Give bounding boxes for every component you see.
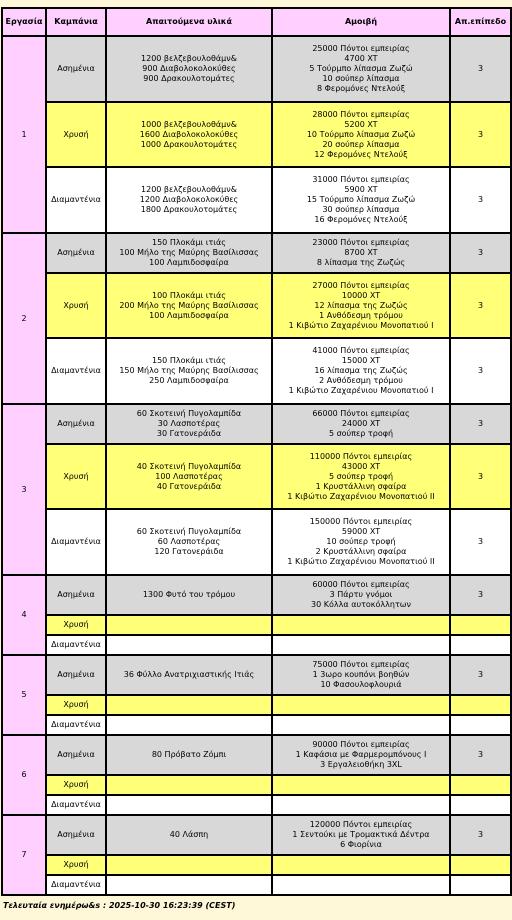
reward-cell-line: 1 Σεντούκι με Τρομακτικά Δέντρα bbox=[292, 830, 430, 839]
level-cell: 3 bbox=[450, 444, 511, 509]
last-update-footer: Τελευταία ενημέρω&s : 2025-10-30 16:23:39 (CEST) bbox=[3, 901, 236, 910]
reward-cell-line: 5200 XT bbox=[344, 119, 378, 129]
reward-cell-line: 43000 XT bbox=[341, 461, 381, 471]
task-number: 1 bbox=[2, 36, 46, 233]
reward-cell-line: 10 Τούρμπο λίπασμα Ζωζώ bbox=[306, 129, 416, 139]
reward-cell bbox=[272, 509, 450, 575]
reward-cell-line: 2 Ανθόδεσμη τρόμου bbox=[319, 376, 403, 385]
reward-cell-line: 10000 XT bbox=[341, 290, 381, 300]
materials-cell bbox=[106, 509, 272, 575]
materials-cell-line: 100 Λασποτέρας bbox=[155, 471, 223, 481]
task-number: 7 bbox=[2, 815, 46, 895]
table-body bbox=[2, 36, 511, 895]
header-materials: Απαιτούμενα υλικά bbox=[106, 8, 272, 36]
reward-cell-line: 3 Πάρτυ γνόμοι bbox=[329, 590, 393, 599]
level-cell: 3 bbox=[450, 102, 511, 167]
materials-cell-line: 60 Σκοτεινή Πυγολαμπίδα bbox=[136, 527, 242, 536]
reward-cell-line: 41000 Πόντοι εμπειρίας bbox=[312, 346, 410, 355]
materials-cell-line: 120 Γατονεράιδα bbox=[154, 547, 224, 556]
campaign-tier: Ασημένια bbox=[46, 735, 106, 775]
materials-cell bbox=[106, 36, 272, 102]
materials-cell-line: 1200 βελζεβουλοθάμν& bbox=[141, 54, 237, 63]
reward-cell-line: 75000 Πόντοι εμπειρίας bbox=[312, 660, 410, 669]
table-row bbox=[2, 36, 511, 102]
reward-cell-line: 30 Κόλλα αυτοκόλλητων bbox=[311, 600, 411, 609]
materials-cell-line: 100 Πλοκάμι ιτιάς bbox=[152, 290, 226, 300]
materials-cell-line: 40 Σκοτεινή Πυγολαμπίδα bbox=[136, 461, 242, 471]
reward-cell-line: 8700 XT bbox=[344, 248, 378, 257]
campaign-tier: Διαμαντένια bbox=[46, 875, 106, 895]
level-cell bbox=[450, 795, 511, 815]
reward-cell-line: 120000 Πόντοι εμπειρίας bbox=[309, 820, 413, 829]
reward-cell bbox=[272, 273, 450, 338]
table-row bbox=[2, 795, 511, 815]
campaign-tier: Χρυσή bbox=[46, 695, 106, 715]
reward-cell-line: 4700 XT bbox=[344, 54, 378, 63]
reward-cell-line: 110000 Πόντοι εμπειρίας bbox=[309, 451, 413, 461]
reward-cell-line: 30 σούπερ λίπασμα bbox=[322, 205, 400, 214]
campaign-tier: Χρυσή bbox=[46, 855, 106, 875]
materials-cell-line: 80 Πρόβατο Ζόμπι bbox=[151, 750, 227, 759]
reward-cell-line: 25000 Πόντοι εμπειρίας bbox=[312, 44, 410, 53]
level-cell bbox=[450, 775, 511, 795]
materials-cell-line: 40 Γατονεράιδα bbox=[156, 481, 222, 491]
table-row bbox=[2, 509, 511, 575]
level-cell: 3 bbox=[450, 404, 511, 444]
reward-cell-line: 6 Φιορίνια bbox=[340, 840, 382, 849]
level-cell: 3 bbox=[450, 655, 511, 695]
campaign-tier: Διαμαντένια bbox=[46, 338, 106, 404]
level-cell: 3 bbox=[450, 338, 511, 404]
table-row bbox=[2, 233, 511, 273]
reward-cell-line: 2 Κρυστάλλινη σφαίρα bbox=[315, 547, 407, 556]
materials-cell bbox=[106, 233, 272, 273]
campaign-tier: Χρυσή bbox=[46, 102, 106, 167]
materials-cell bbox=[106, 795, 272, 815]
materials-cell bbox=[106, 715, 272, 735]
materials-cell bbox=[106, 102, 272, 167]
header-campaign: Καμπάνια bbox=[46, 8, 106, 36]
table-row bbox=[2, 273, 511, 338]
reward-cell bbox=[272, 695, 450, 715]
header-row bbox=[2, 8, 511, 36]
reward-cell-line: 16 Φερομόνες Ντελούξ bbox=[314, 215, 408, 224]
materials-cell-line: 60 Σκοτεινή Πυγολαμπίδα bbox=[136, 409, 242, 418]
level-cell: 3 bbox=[450, 575, 511, 615]
materials-cell bbox=[106, 815, 272, 855]
reward-cell-line: 10 σούπερ λίπασμα bbox=[322, 74, 400, 83]
materials-cell-line: 30 Λασποτέρας bbox=[157, 419, 221, 428]
campaign-tier: Ασημένια bbox=[46, 404, 106, 444]
reward-cell-line: 1 Κιβώτιο Ζαχαρένιου Μονοπατιού II bbox=[287, 557, 435, 566]
campaign-tier: Διαμαντένια bbox=[46, 795, 106, 815]
reward-cell-line: 1 3ωρο κουπόνι βοηθών bbox=[312, 670, 410, 679]
level-cell bbox=[450, 875, 511, 895]
table-row bbox=[2, 404, 511, 444]
reward-cell-line: 1 Καφάσια με Φαρμερομπόνους I bbox=[295, 750, 427, 759]
campaign-tier: Διαμαντένια bbox=[46, 167, 106, 233]
reward-cell-line: 3 Εργαλειοθήκη 3XL bbox=[320, 760, 402, 769]
reward-cell bbox=[272, 338, 450, 404]
reward-cell-line: 12 Φερομόνες Ντελούξ bbox=[314, 149, 408, 159]
table-row bbox=[2, 695, 511, 715]
reward-cell bbox=[272, 233, 450, 273]
materials-cell-line: 1000 Δρακουλοτομάτες bbox=[140, 139, 238, 149]
campaign-tier: Διαμαντένια bbox=[46, 715, 106, 735]
reward-cell-line: 28000 Πόντοι εμπειρίας bbox=[312, 109, 410, 119]
header-reward: Αμοιβή bbox=[272, 8, 450, 36]
reward-cell-line: 24000 XT bbox=[341, 419, 381, 428]
table-row bbox=[2, 102, 511, 167]
reward-cell-line: 20 σούπερ λίπασμα bbox=[322, 139, 400, 149]
reward-cell-line: 5 σούπερ τροφή bbox=[328, 471, 394, 481]
materials-cell-line: 40 Λάσπη bbox=[169, 830, 209, 839]
level-cell: 3 bbox=[450, 233, 511, 273]
task-number: 3 bbox=[2, 404, 46, 575]
reward-cell-line: 1 Κιβώτιο Ζαχαρένιου Μονοπατιού II bbox=[287, 491, 435, 501]
campaign-tier: Χρυσή bbox=[46, 273, 106, 338]
materials-cell bbox=[106, 338, 272, 404]
campaign-tier: Χρυσή bbox=[46, 615, 106, 635]
reward-cell bbox=[272, 575, 450, 615]
materials-cell bbox=[106, 404, 272, 444]
table-row bbox=[2, 815, 511, 855]
level-cell bbox=[450, 615, 511, 635]
materials-cell-line: 150 Πλοκάμι ιτιάς bbox=[152, 238, 226, 247]
materials-cell bbox=[106, 775, 272, 795]
materials-cell-line: 100 Μήλο της Μαύρης Βασίλισσας bbox=[119, 248, 259, 257]
level-cell bbox=[450, 695, 511, 715]
materials-cell-line: 150 Πλοκάμι ιτιάς bbox=[152, 356, 226, 365]
reward-cell-line: 150000 Πόντοι εμπειρίας bbox=[309, 517, 413, 526]
reward-cell-line: 23000 Πόντοι εμπειρίας bbox=[312, 238, 410, 247]
materials-cell-line: 36 Φύλλο Ανατριχιαστικής Ιτιάς bbox=[123, 670, 255, 679]
reward-cell-line: 31000 Πόντοι εμπειρίας bbox=[312, 175, 410, 184]
reward-cell bbox=[272, 167, 450, 233]
table-row bbox=[2, 338, 511, 404]
campaign-tier: Ασημένια bbox=[46, 575, 106, 615]
materials-cell bbox=[106, 273, 272, 338]
campaign-tier: Ασημένια bbox=[46, 233, 106, 273]
reward-cell-line: 10 σούπερ τροφή bbox=[326, 537, 396, 546]
materials-cell-line: 100 Λαμπιδοσφαίρα bbox=[149, 310, 229, 320]
reward-cell bbox=[272, 855, 450, 875]
table-row bbox=[2, 715, 511, 735]
materials-cell bbox=[106, 575, 272, 615]
materials-cell bbox=[106, 444, 272, 509]
tasks-table bbox=[1, 7, 512, 896]
level-cell: 3 bbox=[450, 36, 511, 102]
campaign-tier: Χρυσή bbox=[46, 775, 106, 795]
reward-cell-line: 66000 Πόντοι εμπειρίας bbox=[312, 409, 410, 418]
level-cell bbox=[450, 715, 511, 735]
materials-cell-line: 1300 Φυτό του τρόμου bbox=[142, 590, 236, 599]
reward-cell-line: 5 Τούρμπο λίπασμα Ζωζώ bbox=[309, 64, 413, 73]
materials-cell bbox=[106, 695, 272, 715]
level-cell: 3 bbox=[450, 735, 511, 775]
campaign-tier: Ασημένια bbox=[46, 36, 106, 102]
task-number: 4 bbox=[2, 575, 46, 655]
reward-cell bbox=[272, 102, 450, 167]
reward-cell-line: 5900 XT bbox=[344, 185, 378, 194]
table-row bbox=[2, 735, 511, 775]
materials-cell bbox=[106, 735, 272, 775]
task-number: 5 bbox=[2, 655, 46, 735]
reward-cell-line: 8 λίπασμα της Ζωζώς bbox=[316, 258, 406, 267]
reward-cell-line: 8 Φερομόνες Ντελούξ bbox=[316, 84, 406, 93]
reward-cell-line: 90000 Πόντοι εμπειρίας bbox=[312, 740, 410, 749]
reward-cell bbox=[272, 875, 450, 895]
materials-cell-line: 30 Γατονεράιδα bbox=[156, 429, 222, 438]
task-number: 2 bbox=[2, 233, 46, 404]
materials-cell-line: 900 Διαβολοκολοκύθες bbox=[142, 64, 236, 73]
level-cell: 3 bbox=[450, 815, 511, 855]
table-row bbox=[2, 655, 511, 695]
materials-cell-line: 150 Μήλο της Μαύρης Βασίλισσας bbox=[119, 366, 259, 375]
level-cell: 3 bbox=[450, 509, 511, 575]
task-number: 6 bbox=[2, 735, 46, 815]
reward-cell-line: 60000 Πόντοι εμπειρίας bbox=[312, 580, 410, 589]
materials-cell bbox=[106, 655, 272, 695]
reward-cell bbox=[272, 635, 450, 655]
materials-cell-line: 250 Λαμπιδοσφαίρα bbox=[149, 376, 229, 385]
table-row bbox=[2, 615, 511, 635]
materials-cell bbox=[106, 855, 272, 875]
reward-cell-line: 1 Κιβώτιο Ζαχαρένιου Μονοπατιού I bbox=[288, 386, 434, 395]
table-row bbox=[2, 575, 511, 615]
reward-cell bbox=[272, 615, 450, 635]
table-row bbox=[2, 444, 511, 509]
reward-cell-line: 16 λίπασμα της Ζωζώς bbox=[314, 366, 408, 375]
campaign-tier: Ασημένια bbox=[46, 815, 106, 855]
materials-cell-line: 1200 Διαβολοκολοκύθες bbox=[139, 195, 239, 204]
reward-cell-line: 59000 XT bbox=[341, 527, 381, 536]
materials-cell-line: 200 Μήλο της Μαύρης Βασίλισσας bbox=[119, 300, 259, 310]
materials-cell-line: 1000 βελζεβουλοθάμν& bbox=[141, 119, 237, 129]
level-cell bbox=[450, 855, 511, 875]
reward-cell-line: 12 λίπασμα της Ζωζώς bbox=[314, 300, 408, 310]
header-task: Εργασία bbox=[2, 8, 46, 36]
materials-cell-line: 1800 Δρακουλοτομάτες bbox=[140, 205, 238, 214]
reward-cell bbox=[272, 815, 450, 855]
table-row bbox=[2, 167, 511, 233]
table-row bbox=[2, 875, 511, 895]
campaign-tier: Διαμαντένια bbox=[46, 509, 106, 575]
reward-cell bbox=[272, 735, 450, 775]
level-cell: 3 bbox=[450, 273, 511, 338]
reward-cell-line: 15000 XT bbox=[341, 356, 381, 365]
reward-cell bbox=[272, 655, 450, 695]
reward-cell bbox=[272, 775, 450, 795]
reward-cell bbox=[272, 404, 450, 444]
campaign-tier: Χρυσή bbox=[46, 444, 106, 509]
materials-cell-line: 1600 Διαβολοκολοκύθες bbox=[139, 129, 239, 139]
reward-cell-line: 15 Τούρμπο λίπασμα Ζωζώ bbox=[306, 195, 416, 204]
reward-cell bbox=[272, 444, 450, 509]
table-row bbox=[2, 855, 511, 875]
materials-cell bbox=[106, 167, 272, 233]
reward-cell bbox=[272, 715, 450, 735]
reward-cell bbox=[272, 795, 450, 815]
reward-cell-line: 5 σούπερ τροφή bbox=[328, 429, 394, 438]
table-row bbox=[2, 775, 511, 795]
reward-cell-line: 27000 Πόντοι εμπειρίας bbox=[312, 280, 410, 290]
reward-cell-line: 10 Φασουλοφλουριά bbox=[320, 680, 402, 689]
materials-cell-line: 900 Δρακουλοτομάτες bbox=[143, 74, 235, 83]
materials-cell-line: 60 Λασποτέρας bbox=[157, 537, 221, 546]
materials-cell-line: 100 Λαμπιδοσφαίρα bbox=[149, 258, 229, 267]
header-level: Απ.επίπεδο bbox=[450, 8, 511, 36]
materials-cell bbox=[106, 875, 272, 895]
reward-cell-line: 1 Ανθόδεσμη τρόμου bbox=[319, 310, 403, 320]
materials-cell-line: 1200 βελζεβουλοθάμν& bbox=[141, 185, 237, 194]
campaign-tier: Διαμαντένια bbox=[46, 635, 106, 655]
level-cell: 3 bbox=[450, 167, 511, 233]
table-row bbox=[2, 635, 511, 655]
level-cell bbox=[450, 635, 511, 655]
materials-cell bbox=[106, 615, 272, 635]
reward-cell-line: 1 Κρυστάλλινη σφαίρα bbox=[315, 481, 407, 491]
reward-cell bbox=[272, 36, 450, 102]
reward-cell-line: 1 Κιβώτιο Ζαχαρένιου Μονοπατιού I bbox=[288, 320, 434, 330]
campaign-tier: Ασημένια bbox=[46, 655, 106, 695]
materials-cell bbox=[106, 635, 272, 655]
